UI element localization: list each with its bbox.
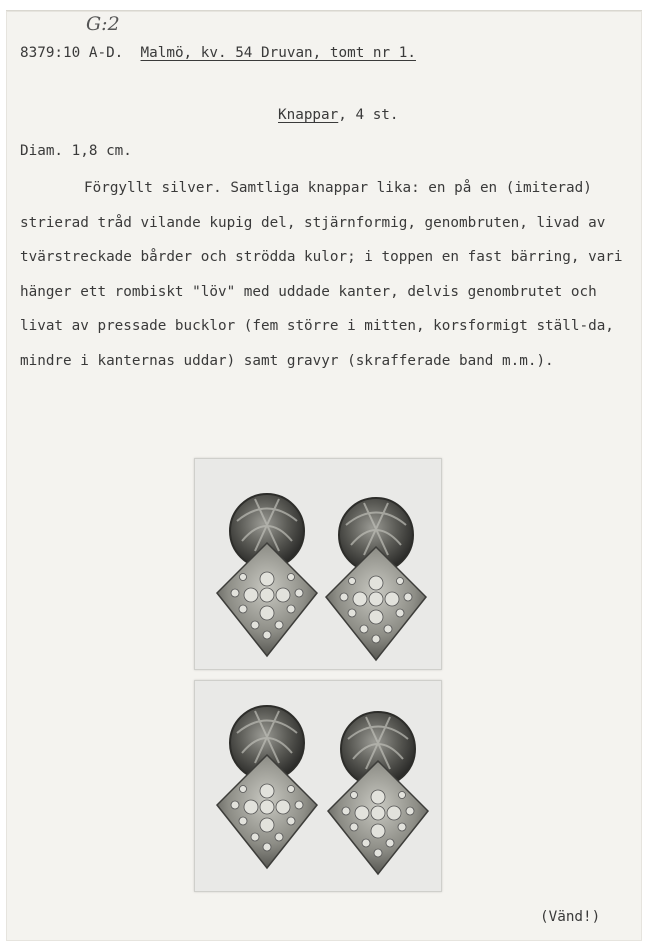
turn-over-note: (Vänd!) bbox=[540, 909, 601, 925]
photo-buttons-front bbox=[194, 458, 442, 670]
reference-line bbox=[20, 45, 416, 61]
buttons-photo-1 bbox=[195, 459, 441, 669]
description-rest: (imiterad) strierad tråd vilande kupig del, stjärnformig, genombruten, livad av tvärstreckade bårder och strödda kulor; i toppen en fast bärring, vari hänger ett rombiskt "löv" med uddade kanter, delvis genombrutet och livat av pressade bucklor (fem större i mitten, korsformigt ställ-da, mindre i kanternas uddar) samt gravyr (skrafferade band m.m.). bbox=[20, 180, 623, 369]
catalog-card bbox=[6, 10, 642, 941]
object-title bbox=[278, 107, 399, 123]
handwritten-mark: G:2 bbox=[86, 13, 120, 35]
description bbox=[20, 171, 640, 379]
location: Malmö, kv. 54 Druvan, tomt nr 1. bbox=[140, 45, 416, 61]
reference-number: 8379:10 A-D. bbox=[20, 45, 124, 61]
description-first: Förgyllt silver. Samtliga knappar lika: en på en bbox=[84, 180, 498, 196]
buttons-photo-2 bbox=[195, 681, 441, 891]
diameter: Diam. 1,8 cm. bbox=[20, 143, 132, 159]
object-name: Knappar bbox=[278, 107, 339, 123]
photo-buttons-back bbox=[194, 680, 442, 892]
object-count: , 4 st. bbox=[338, 107, 399, 123]
